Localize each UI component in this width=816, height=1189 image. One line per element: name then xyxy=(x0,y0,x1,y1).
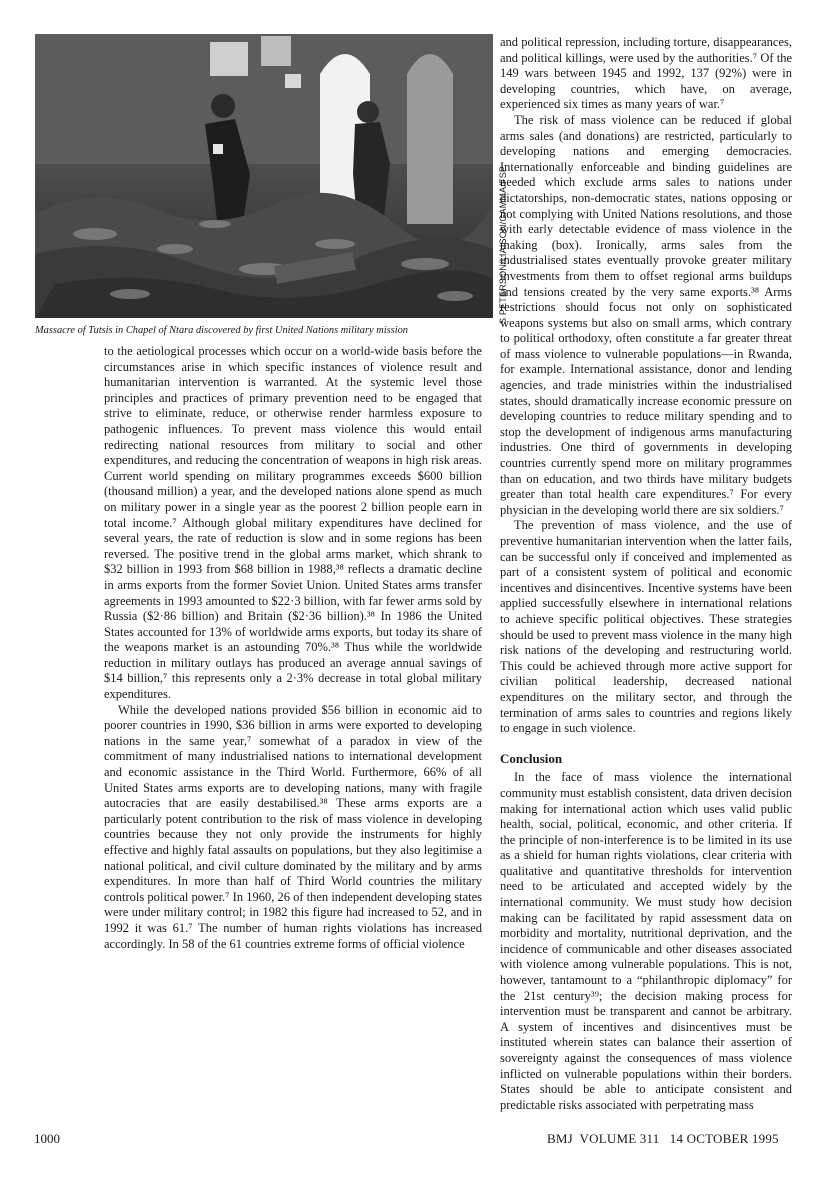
right-paragraph-2: The risk of mass violence can be reduced if global arms sales (and donations) are restricted, particularly to developing nations and emerging democracies. Internationally enforceable and binding guidelines are needed which exclude arms sales to nations under dictatorships, non-democratic states, nations opposing or not complying with United Nations resolutions, and those with early detectable evidence of mass violence in the making (box). Ironically, arms sales from the industrialised states eventually provoke greater military investments from them to offset regional arms buildups and tensions created by the very same exports.³⁸ Arms restrictions should focus not only on sophisticated weapons systems but also on small arms, which contrary to political orthodoxy, often constitute a far greater threat of mass violence to vulnerable populations—in Rwanda, for example. International assistance, donor and lending agencies, and trade ministries within the industrialised states, should dramatically increase economic pressure on developing countries to reduce military spending and to stop the development of indigenous arms manufacturing industries. One third of governments in developing countries currently spend more on military programmes than on education, and two thirds have military budgets greater than total health care expenditures.⁷ For every physician in the developing world there are six soldiers.⁷ xyxy=(500,112,792,517)
figure-caption: Massacre of Tutsis in Chapel of Ntara discovered by first United Nations military mission xyxy=(35,325,409,336)
photo-credit-text: S PETERSON/LIAISON/GAMMA/FSP xyxy=(498,165,508,324)
left-paragraph-1: to the aetiological processes which occur on a world-wide basis before the circumstances arise in which specific instances of violence result and humanitarian intervention is warranted. At the systemic level those principles and practices of primary prevention need to be engaged that strive to eliminate, reduce, or otherwise render harmless exposure to pathogenic influences. To prevent mass violence this would entail redirecting national resources from military to social and other expenditures, and reducing the concentration of weapons in high risk areas. Current world spending on military programmes exceeds $600 billion (thousand million) a year, and the developed nations alone spend as much on military power in a single year as the poorest 2 billion people earn in total income.⁷ Although global military expenditures have declined for several years, the rate of reduction is slow and in some regions has been reversed. The positive trend in the global arms market, which shrank to $32 billion in 1993 from $68 billion in 1988,³⁸ reflects a dramatic decline in arms exports from the former Soviet Union. United States arms transfer agreements in 1993 amounted to $22·3 billion, with far fewer arms sold by Russia ($2·86 billion) and Britain ($2·36 billion).³⁸ In 1986 the United States accounted for 13% of worldwide arms exports, but today its share of the weapons market is an astounding 70%.³⁸ Thus while the worldwide reduction in military outlays has produced an average annual savings of $14 billion,⁷ this represents only a 2·3% decrease in total global military expenditures. xyxy=(104,344,482,702)
journal-citation: BMJ VOLUME 311 14 OCTOBER 1995 xyxy=(547,1131,779,1146)
page-number: 1000 xyxy=(34,1131,60,1146)
right-paragraph-3: The prevention of mass violence, and the use of preventive humanitarian intervention when the latter fails, can be successful only if conceived and implemented as part of a consistent system of political and economic incentives and disincentives. Incentive systems have been applied successfully elsewhere in international relations to achieve specific political objectives. These strategies should be used to prevent mass violence in the many high risk nations of the developing and restructuring world. This could be achieved through more active support for civilian political leadership, decreased national expenditures on the military sector, and through the termination of arms sales to countries and regions likely to engage in such violence. xyxy=(500,518,792,736)
right-column xyxy=(500,35,792,1113)
photo-massacre-scene-icon xyxy=(35,34,493,318)
left-paragraph-2: While the developed nations provided $56 billion in economic aid to poorer countries in 1990, $36 billion in arms were exported to developing nations in the same year,⁷ somewhat of a paradox in view of the commitment of many industrialised nations to international development and economic assistance in the Third World. Furthermore, 66% of all United States arms exports are to developing nations, many with fragile autocracies that are easily destabilised.³⁸ These arms exports are a particularly potent contribution to the risk of mass violence in developing countries because they not only provide the instruments for highly effective and highly fatal assaults on populations, but they also legitimise a national political, and civil culture dominated by the military and by arms expenditures. In more than half of Third World countries the military controls political power.⁷ In 1960, 26 of then independent developing states were under military control; in 1982 this figure had increased to 52, and in 1992 it was 61.⁷ The number of human rights violations has increased accordingly. In 58 of the 61 countries extreme forms of official violence xyxy=(104,702,482,951)
section-heading-conclusion: Conclusion xyxy=(500,750,563,766)
left-column xyxy=(104,344,482,952)
massacre-photo xyxy=(35,34,493,318)
right-paragraph-1: and political repression, including torture, disappearances, and political killings, were used by the authorities.⁷ Of the 149 wars between 1945 and 1992, 137 (92%) were in developing countries, which have, on average, experienced six times as many years of war.⁷ xyxy=(500,35,792,112)
right-paragraph-4: In the face of mass violence the international community must establish consistent, data driven decision making for international action which uses valid public health, social, political, economic, and other criteria. If the principle of non-interference is to be limited in its use as a shield for human rights violations, clear criteria with qualitative and quantitative thresholds for intervention need to be articulated and accepted widely by the international community. We must study how decision making can be facilitated by rapid assessment data on morbidity and mortality, nutritional deprivation, and the incidence of communicable and other diseases associated with violence among vulnerable populations. This is not, however, tantamount to a “philanthropic diplomacy” for the 21st century³⁹; the decision making process for intervention must be transparent and cannot be arbitrary. A system of incentives and disincentives must be instituted wherein states can balance their assertion of sovereignty against the consequences of mass violence inflicted on vulnerable populations within their borders. States should be able to anticipate consistent and predictable risks associated with perpetrating mass xyxy=(500,770,792,1112)
